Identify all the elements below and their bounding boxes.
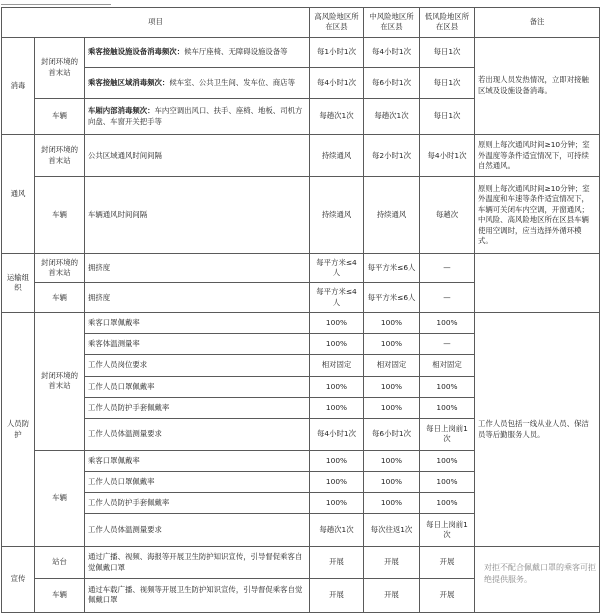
- sub-station: 封闭环境的首末站: [35, 253, 85, 283]
- item-text: 拥挤度: [85, 283, 310, 313]
- value-low: 每日上岗前1次: [420, 514, 475, 547]
- sub-vehicle: 车辆: [35, 99, 85, 135]
- value-low: 开展: [420, 578, 475, 612]
- value-low: 每日1次: [420, 37, 475, 68]
- value-high: 100%: [310, 376, 364, 397]
- table-row: [2, 177, 600, 253]
- value-medium: 持续通风: [364, 177, 420, 253]
- item-text: 工作人员防护手套佩戴率: [85, 397, 310, 418]
- note-protection: 工作人员包括一线从业人员、保洁员等后勤服务人员。: [475, 313, 600, 547]
- item-cell: [85, 99, 310, 135]
- value-high: 100%: [310, 493, 364, 514]
- guideline-table: [1, 7, 600, 613]
- value-medium: 每趟次1次: [364, 99, 420, 135]
- item-text: 通过广播、视频、海报等开展卫生防护知识宣传，引导督促乘客自觉佩戴口罩: [85, 547, 310, 579]
- value-high: 每平方米≤4人: [310, 283, 364, 313]
- value-high: 每平方米≤4人: [310, 253, 364, 283]
- value-medium: 开展: [364, 547, 420, 579]
- value-low: 每趟次: [420, 177, 475, 253]
- value-medium: 每6小时1次: [364, 419, 420, 451]
- value-high: 持续通风: [310, 135, 364, 177]
- value-medium: 100%: [364, 450, 420, 471]
- value-medium: 每平方米≤6人: [364, 283, 420, 313]
- item-text: 车辆通风时间间隔: [85, 177, 310, 253]
- header-row: [2, 8, 600, 38]
- value-low: 每日1次: [420, 99, 475, 135]
- item-text: 乘客体温测量率: [85, 334, 310, 355]
- value-high: 每趟次1次: [310, 514, 364, 547]
- header-low-risk: 低风险地区所在区县: [420, 8, 475, 38]
- sub-vehicle: 车辆: [35, 578, 85, 612]
- value-low: 每日1次: [420, 68, 475, 99]
- value-high: 100%: [310, 334, 364, 355]
- value-high: 每4小时1次: [310, 419, 364, 451]
- sub-vehicle: 车辆: [35, 177, 85, 253]
- value-low: —: [420, 253, 475, 283]
- note-ventilation-vehicle: 原则上每次通风时间≥10分钟；室外温度和车速等条件适宜情况下，车辆可关闭车内空调，开窗通风；中风险、高风险地区所在区县车辆使用空调时，应当选择外循环模式。: [475, 177, 600, 253]
- value-high: 相对固定: [310, 355, 364, 376]
- category-ventilation: 通风: [2, 135, 35, 254]
- value-low: 100%: [420, 313, 475, 334]
- value-medium: 100%: [364, 397, 420, 418]
- header-item: 项目: [2, 8, 310, 38]
- note-disinfect: 若出现人员发热情况，立即对接触区域及设施设备消毒。: [475, 37, 600, 134]
- sub-station: 封闭环境的首末站: [35, 135, 85, 177]
- value-high: 每趟次1次: [310, 99, 364, 135]
- item-text: 工作人员体温测量要求: [85, 419, 310, 451]
- item-label: 乘客接触设施设备消毒频次：: [88, 47, 185, 57]
- item-cell: [85, 37, 310, 68]
- value-low: 100%: [420, 450, 475, 471]
- sub-vehicle: 车辆: [35, 450, 85, 546]
- item-text: 乘客口罩佩戴率: [85, 313, 310, 334]
- item-text: 工作人员岗位要求: [85, 355, 310, 376]
- value-low: 100%: [420, 397, 475, 418]
- value-high: 持续通风: [310, 177, 364, 253]
- value-high: 开展: [310, 578, 364, 612]
- value-low: —: [420, 283, 475, 313]
- value-medium: 每次往返1次: [364, 514, 420, 547]
- value-low: —: [420, 334, 475, 355]
- value-low: 100%: [420, 376, 475, 397]
- value-low: 开展: [420, 547, 475, 579]
- value-low: 100%: [420, 471, 475, 492]
- value-high: 开展: [310, 547, 364, 579]
- value-high: 100%: [310, 313, 364, 334]
- table-row: [2, 253, 600, 283]
- note-empty: [475, 253, 600, 312]
- category-disinfect: 消毒: [2, 37, 35, 134]
- value-low: 相对固定: [420, 355, 475, 376]
- item-text: 候车厅座椅、无障碍设施设备等: [184, 47, 288, 57]
- item-text: 公共区域通风时间间隔: [85, 135, 310, 177]
- value-medium: 100%: [364, 376, 420, 397]
- item-text: 工作人员防护手套佩戴率: [85, 493, 310, 514]
- item-label: 车厢内部消毒频次：: [88, 106, 155, 116]
- value-low: 每4小时1次: [420, 135, 475, 177]
- value-high: 100%: [310, 471, 364, 492]
- header-high-risk: 高风险地区所在区县: [310, 8, 364, 38]
- header-note: 备注: [475, 8, 600, 38]
- item-cell: [85, 68, 310, 99]
- value-medium: 100%: [364, 334, 420, 355]
- header-medium-risk: 中风险地区所在区县: [364, 8, 420, 38]
- table-row: [2, 313, 600, 334]
- note-ventilation-station: 原则上每次通风时间≥10分钟；室外温度等条件适宜情况下，可持续自然通风。: [475, 135, 600, 177]
- value-medium: 100%: [364, 313, 420, 334]
- sub-station: 封闭环境的首末站: [35, 313, 85, 451]
- value-medium: 每平方米≤6人: [364, 253, 420, 283]
- sub-platform: 站台: [35, 547, 85, 579]
- value-high: 100%: [310, 397, 364, 418]
- category-protection: 人员防护: [2, 313, 35, 547]
- item-text: 通过车载广播、视频等开展卫生防护知识宣传，引导督促乘客自觉佩戴口罩: [85, 578, 310, 612]
- table-row: [2, 135, 600, 177]
- value-high: 每1小时1次: [310, 37, 364, 68]
- category-transport: 运输组织: [2, 253, 35, 312]
- value-low: 100%: [420, 493, 475, 514]
- value-medium: 开展: [364, 578, 420, 612]
- value-high: 100%: [310, 450, 364, 471]
- item-text: 车内空调出风口、扶手、座椅、地板、司机方向盘、车窗开关把手等: [88, 106, 303, 126]
- item-label: 乘客接触区域消毒频次：: [88, 78, 170, 88]
- sub-station: 封闭环境的首末站: [35, 37, 85, 98]
- value-low: 每日上岗前1次: [420, 419, 475, 451]
- table-row: [2, 37, 600, 68]
- item-text: 乘客口罩佩戴率: [85, 450, 310, 471]
- item-text: 工作人员口罩佩戴率: [85, 471, 310, 492]
- item-text: 候车室、公共卫生间、发车位、商店等: [169, 78, 295, 88]
- value-medium: 相对固定: [364, 355, 420, 376]
- sub-vehicle: 车辆: [35, 283, 85, 313]
- value-medium: 100%: [364, 493, 420, 514]
- publicity-note-overlay: 对拒不配合佩戴口罩的乘客可拒绝提供服务。: [484, 563, 596, 584]
- value-medium: 每6小时1次: [364, 68, 420, 99]
- value-medium: 每2小时1次: [364, 135, 420, 177]
- item-text: 工作人员口罩佩戴率: [85, 376, 310, 397]
- category-publicity: 宣传: [2, 547, 35, 613]
- value-medium: 100%: [364, 471, 420, 492]
- value-medium: 每4小时1次: [364, 37, 420, 68]
- item-text: 工作人员体温测量要求: [85, 514, 310, 547]
- top-divider: [1, 0, 111, 5]
- item-text: 拥挤度: [85, 253, 310, 283]
- value-high: 每4小时1次: [310, 68, 364, 99]
